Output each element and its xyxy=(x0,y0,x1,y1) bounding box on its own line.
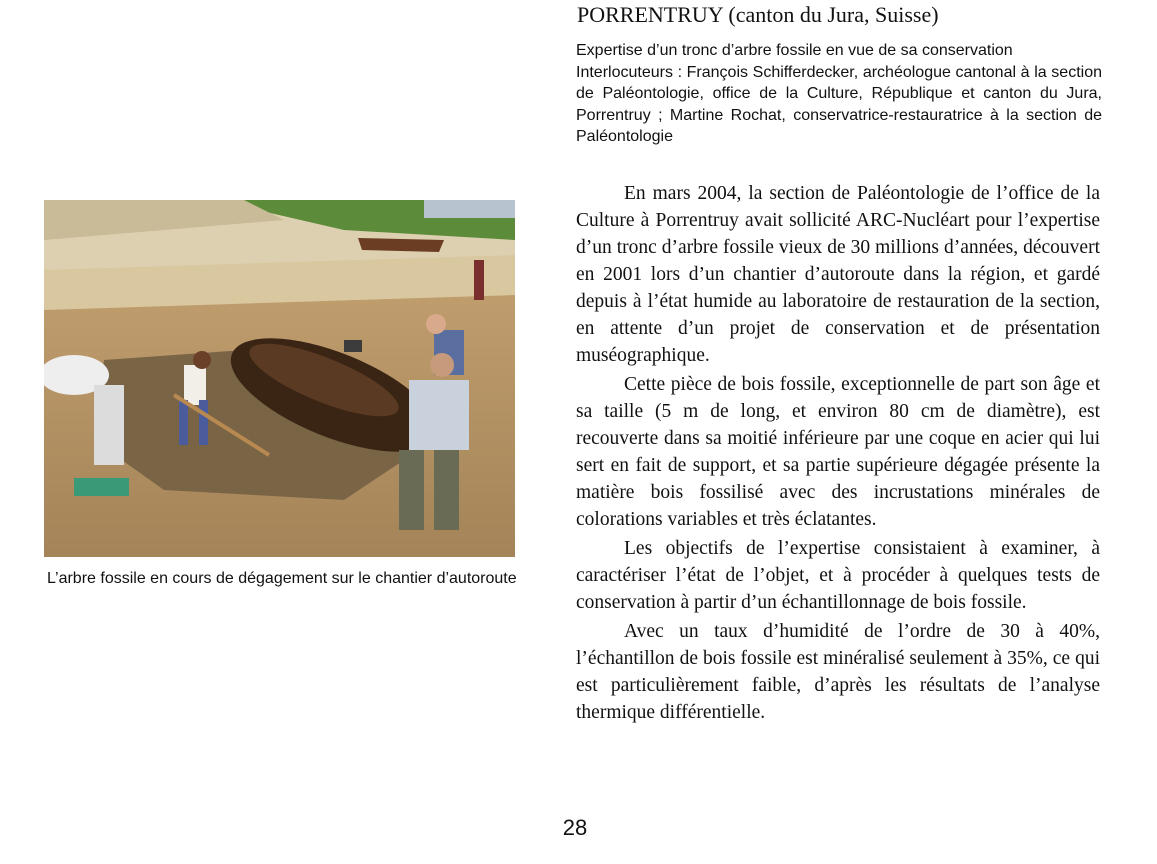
page-title: PORRENTRUY (canton du Jura, Suisse) xyxy=(577,2,939,27)
body-text xyxy=(576,180,1100,726)
subheading-block xyxy=(576,40,1102,148)
excavation-photo xyxy=(44,200,515,557)
paragraph: Avec un taux d’humidité de l’ordre de 30 à 40%, l’échantillon de bois fossile est minéralisé seulement à 35%, ce qui est particulièrement faible, d’après les résultats de l’analyse thermique différentielle. xyxy=(576,621,1100,723)
paragraph: Les objectifs de l’expertise consistaient à examiner, à caractériser l’état de l’objet, et à procéder à quelques tests de conservation à partir d’un échantillonnage de bois fossile. xyxy=(576,538,1100,613)
paragraph: En mars 2004, la section de Paléontologie de l’office de la Culture à Porrentruy avait sollicité ARC-Nucléart pour l’expertise d’un tronc d’arbre fossile vieux de 30 millions d’années, découvert en 2001 lors d’un chantier d’autoroute dans la région, et gardé depuis à l’état humide au laboratoire de restauration de la section, en attente d’un projet de conservation et de présentation muséographique. xyxy=(576,183,1100,366)
subheading-line: Interlocuteurs : François Schifferdecker, archéologue cantonal à la section de Paléontologie, office de la Culture, République et canton du Jura, Porrentruy ; Martine Rochat, conservatrice-restauratrice à la section de Paléontologie xyxy=(576,63,1102,146)
figure-caption: L’arbre fossile en cours de dégagement sur le chantier d’autoroute xyxy=(47,570,517,587)
page-number: 28 xyxy=(562,815,588,840)
paragraph: Cette pièce de bois fossile, exceptionnelle de part son âge et sa taille (5 m de long, et environ 80 cm de diamètre), est recouverte dans sa moitié inférieure par une coque en acier qui lui sert en fait de support, et sa partie supérieure dégagée présente la matière bois fossilisé avec des incrustations minérales de colorations variables et très éclatantes. xyxy=(576,374,1100,530)
subheading-line: Expertise d’un tronc d’arbre fossile en vue de sa conservation xyxy=(576,42,1013,59)
